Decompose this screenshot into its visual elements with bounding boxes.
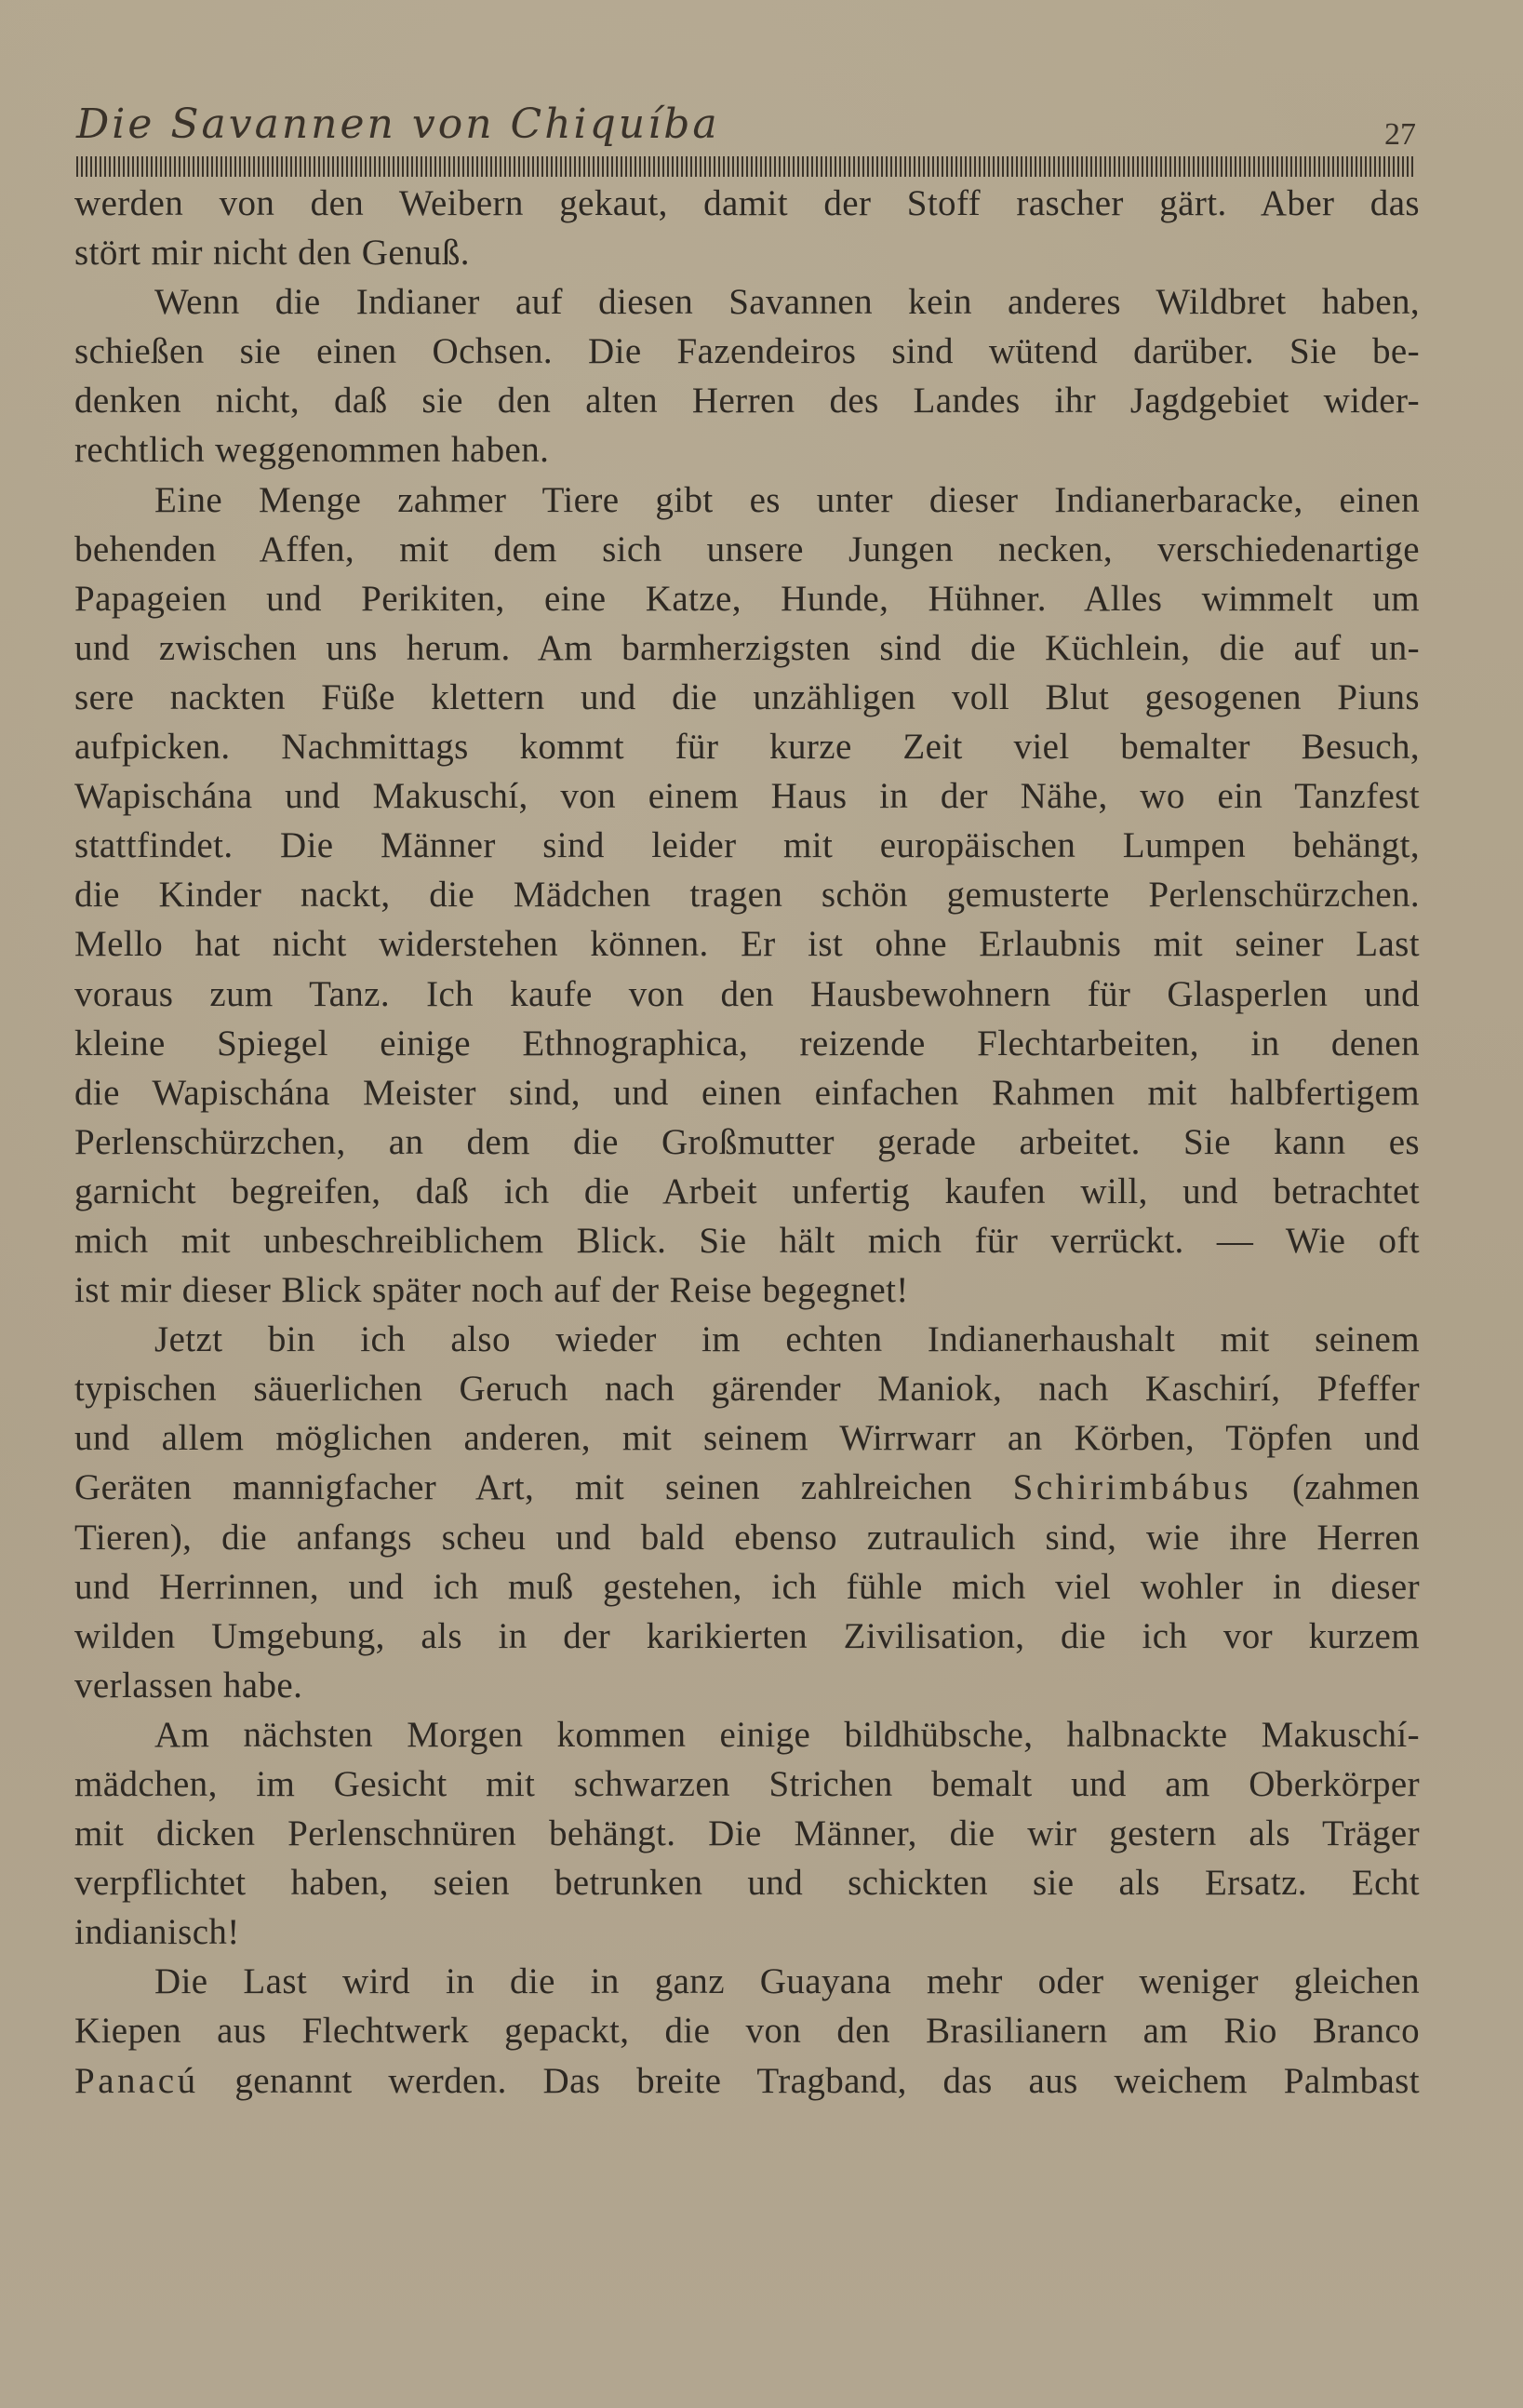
header-ornamental-rule (76, 156, 1414, 177)
text-line: verpflichtet haben, seien betrunken und schickten sie als Ersatz. Echt (74, 1863, 1420, 1904)
text-line: verlassen habe. (74, 1665, 303, 1706)
text-line: Kiepen aus Flechtwerk gepackt, die von den Brasilianern am Rio Branco (74, 2011, 1420, 2052)
text-line: Papageien und Perikiten, eine Katze, Hunde, Hühner. Alles wimmelt um (74, 578, 1420, 619)
text-line: mich mit unbeschreiblichem Blick. Sie hält mich für verrückt. — Wie oft (74, 1220, 1420, 1261)
text-line: ist mir dieser Blick später noch auf der Reise begegnet! (74, 1270, 909, 1311)
text-line: Eine Menge zahmer Tiere gibt es unter dieser Indianerbaracke, einen (154, 479, 1420, 520)
emphasized-term: Panacú (74, 2060, 199, 2101)
text-line: Wenn die Indianer auf diesen Savannen kein anderes Wildbret haben, (154, 282, 1420, 323)
text-line: Am nächsten Morgen kommen einige bildhübsche, halbnackte Makuschí- (154, 1714, 1420, 1755)
text-line: Panacú genannt werden. Das breite Tragband, das aus weichem Palmbast (74, 2060, 1420, 2101)
text-line: kleine Spiegel einige Ethnographica, reizende Flechtarbeiten, in denen (74, 1023, 1420, 1064)
text-line: mädchen, im Gesicht mit schwarzen Strichen bemalt und am Oberkörper (74, 1764, 1420, 1804)
text-line: Mello hat nicht widerstehen können. Er ist ohne Erlaubnis mit seiner Last (74, 924, 1420, 965)
text-line: denken nicht, daß sie den alten Herren des Landes ihr Jagdgebiet wider- (74, 381, 1420, 421)
text-line: indianisch! (74, 1912, 240, 1953)
text-line: typischen säuerlichen Geruch nach gärender Maniok, nach Kaschirí, Pfeffer (74, 1369, 1420, 1410)
text-line: Perlenschürzchen, an dem die Großmutter gerade arbeitet. Sie kann es (74, 1121, 1420, 1162)
text-line: schießen sie einen Ochsen. Die Fazendeiros sind wütend darüber. Sie be- (74, 331, 1420, 372)
page-header (76, 100, 1416, 156)
text-line: Jetzt bin ich also wieder im echten Indianerhaushalt mit seinem (154, 1319, 1420, 1360)
text-line: Die Last wird in die in ganz Guayana mehr oder weniger gleichen (154, 1961, 1420, 2002)
text-line: und allem möglichen anderen, mit seinem Wirrwarr an Körben, Töpfen und (74, 1418, 1420, 1459)
text-line: stattfindet. Die Männer sind leider mit europäischen Lumpen behängt, (74, 825, 1420, 866)
text-line: wilden Umgebung, als in der karikierten Zivilisation, die ich vor kurzem (74, 1615, 1420, 1656)
text-line: behenden Affen, mit dem sich unsere Jungen necken, verschiedenartige (74, 528, 1420, 569)
text-line: Geräten mannigfacher Art, mit seinen zahlreichen Schirimbábus (zahmen (74, 1467, 1420, 1508)
page-number: 27 (1384, 117, 1416, 152)
text-line: stört mir nicht den Genuß. (74, 233, 470, 274)
text-line: und zwischen uns herum. Am barmherzigsten sind die Küchlein, die auf un- (74, 627, 1420, 668)
text-line: Tieren), die anfangs scheu und bald ebenso zutraulich sind, wie ihre Herren (74, 1517, 1420, 1558)
text-line: rechtlich weggenommen haben. (74, 430, 550, 471)
text-line: sere nackten Füße klettern und die unzähligen voll Blut gesogenen Piuns (74, 676, 1420, 717)
text-line: und Herrinnen, und ich muß gestehen, ich fühle mich viel wohler in dieser (74, 1566, 1420, 1607)
emphasized-term: Schirimbábus (1012, 1467, 1252, 1508)
text-line: garnicht begreifen, daß ich die Arbeit unfertig kaufen will, und betrachtet (74, 1171, 1420, 1211)
text-line: die Wapischána Meister sind, und einen einfachen Rahmen mit halbfertigem (74, 1072, 1420, 1113)
body-text (74, 179, 1420, 2106)
text-line: Wapischána und Makuschí, von einem Haus in der Nähe, wo ein Tanzfest (74, 776, 1420, 817)
text-line: werden von den Weibern gekaut, damit der Stoff rascher gärt. Aber das (74, 183, 1420, 223)
text-line: mit dicken Perlenschnüren behängt. Die Männer, die wir gestern als Träger (74, 1813, 1420, 1854)
running-title: Die Savannen von Chiquíba (76, 100, 720, 148)
text-line: voraus zum Tanz. Ich kaufe von den Hausbewohnern für Glasperlen und (74, 973, 1420, 1014)
text-line: aufpicken. Nachmittags kommt für kurze Zeit viel bemalter Besuch, (74, 727, 1420, 768)
text-line: die Kinder nackt, die Mädchen tragen schön gemusterte Perlenschürzchen. (74, 875, 1420, 916)
